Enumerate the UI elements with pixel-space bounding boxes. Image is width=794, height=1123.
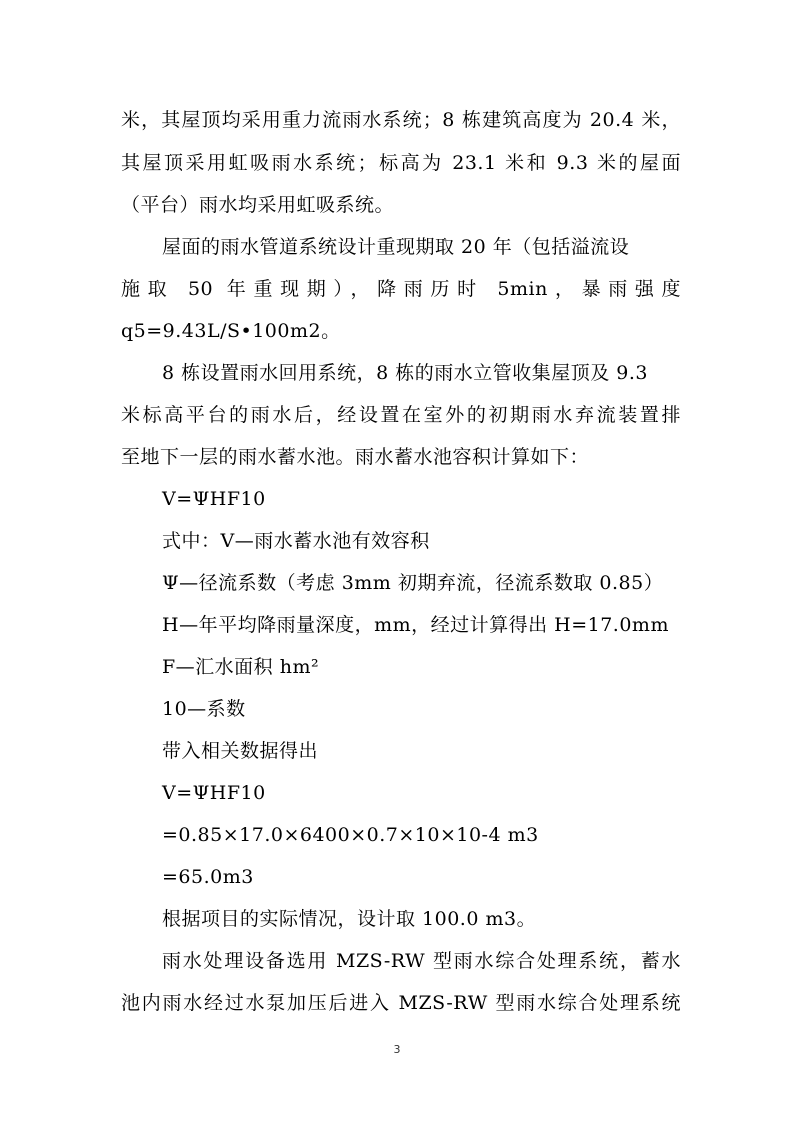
text-line-9: 至地下一层的雨水蓄水池。雨水蓄水池容积计算如下： — [121, 446, 590, 468]
text-line-5: 施取 50 年重现期），降雨历时 5min，暴雨强度 — [121, 278, 681, 300]
text-line-3: （平台）雨水均采用虹吸系统。 — [121, 194, 395, 216]
text-line-4: 屋面的雨水管道系统设计重现期取 20 年（包括溢流设 — [162, 236, 630, 258]
definition-h: H—年平均降雨量深度，mm，经过计算得出 H=17.0mm — [162, 614, 669, 636]
text-line-6: q5=9.43L/S•100m2。 — [121, 320, 341, 342]
design-volume: 根据项目的实际情况，设计取 100.0 m3。 — [162, 908, 537, 930]
formula-repeat: V=ΨHF10 — [162, 782, 266, 804]
page-number: 3 — [393, 1043, 401, 1056]
text-line-7: 8 栋设置雨水回用系统，8 栋的雨水立管收集屋顶及 9.3 — [162, 362, 649, 384]
text-line-8: 米标高平台的雨水后，经设置在室外的初期雨水弃流装置排 — [121, 404, 681, 426]
definition-psi: Ψ—径流系数（考虑 3mm 初期弃流，径流系数取 0.85） — [162, 572, 664, 594]
text-line-2: 其屋顶采用虹吸雨水系统；标高为 23.1 米和 9.3 米的屋面 — [121, 152, 681, 174]
text-line-22: 池内雨水经过水泵加压后进入 MZS-RW 型雨水综合处理系统 — [121, 992, 681, 1014]
calculation-intro: 带入相关数据得出 — [162, 740, 319, 762]
formula-line: V=ΨHF10 — [162, 488, 266, 510]
text-line-21: 雨水处理设备选用 MZS-RW 型雨水综合处理系统，蓄水 — [162, 950, 681, 972]
definition-f: F—汇水面积 hm² — [162, 656, 320, 678]
definition-10: 10—系数 — [162, 698, 246, 720]
calculation-step: =0.85×17.0×6400×0.7×10×10-4 m3 — [162, 824, 539, 846]
calculation-result: =65.0m3 — [162, 866, 254, 888]
text-line-1: 米，其屋顶均采用重力流雨水系统；8 栋建筑高度为 20.4 米， — [121, 109, 681, 131]
definition-v: 式中：V—雨水蓄水池有效容积 — [162, 530, 430, 552]
